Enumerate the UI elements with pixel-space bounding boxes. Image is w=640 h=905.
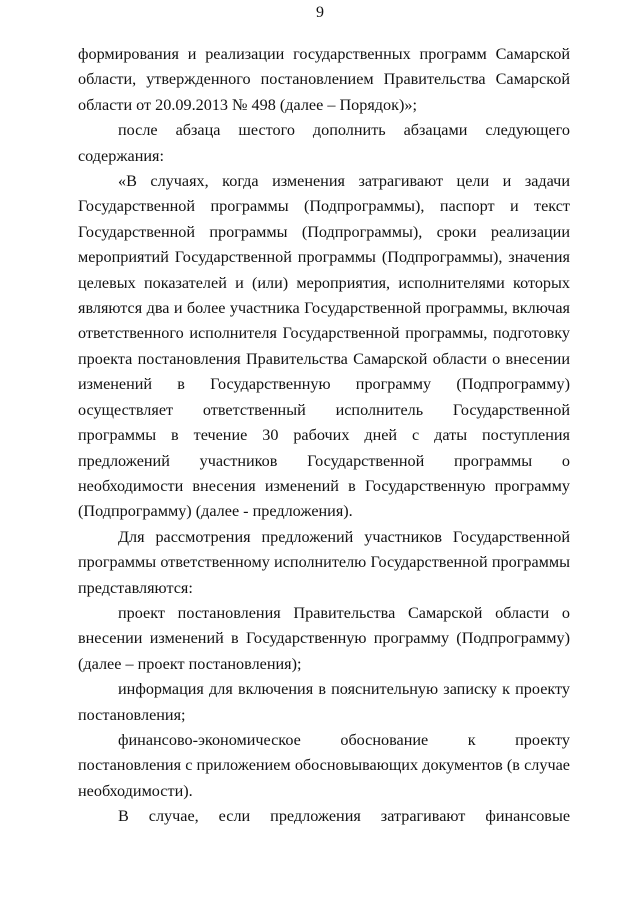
document-body xyxy=(78,42,570,830)
paragraph-list-item-1: проект постановления Правительства Самарской области о внесении изменений в Государственную программу (Подпрограмму) (далее – проект постановления); xyxy=(78,603,570,673)
paragraph-cases: «В случаях, когда изменения затрагивают цели и задачи Государственной программы (Подпрограммы), паспорт и текст Государственной программы (Подпрограммы), сроки реализации мероприятий Государственной программы (Подпрограммы), значения целевых показателей и (или) мероприятия, исполнителями которых являются два и более участника Государственной программы, включая ответственного исполнителя Государственной программы, подготовку проекта постановления Правительства Самарской области о внесении изменений в Государственную программу (Подпрограмму) осуществляет ответственный исполнитель Государственной программы в течение 30 рабочих дней с даты поступления предложений участников Государственной программы о необходимости внесения изменений в Государственную программу (Подпрограмму) (далее - предложения). xyxy=(78,172,570,521)
paragraph-intro: формирования и реализации государственных программ Самарской области, утвержденного постановлением Правительства Самарской области от 20.09.2013 № 498 (далее – Порядок)»; xyxy=(78,45,570,114)
paragraph-continued: В случае, если предложения затрагивают финансовые xyxy=(118,807,570,826)
paragraph-review: Для рассмотрения предложений участников Государственной программы ответственному исполнителю Государственной программы представляются: xyxy=(78,527,570,597)
paragraph-amendment-instruction: после абзаца шестого дополнить абзацами следующего содержания: xyxy=(78,121,570,165)
paragraph-list-item-2: информация для включения в пояснительную записку к проекту постановления; xyxy=(78,680,570,724)
page-number: 9 xyxy=(316,4,324,21)
paragraph-list-item-3: финансово-экономическое обоснование к проекту постановления с приложением обосновывающих документов (в случае необходимости). xyxy=(78,730,570,800)
